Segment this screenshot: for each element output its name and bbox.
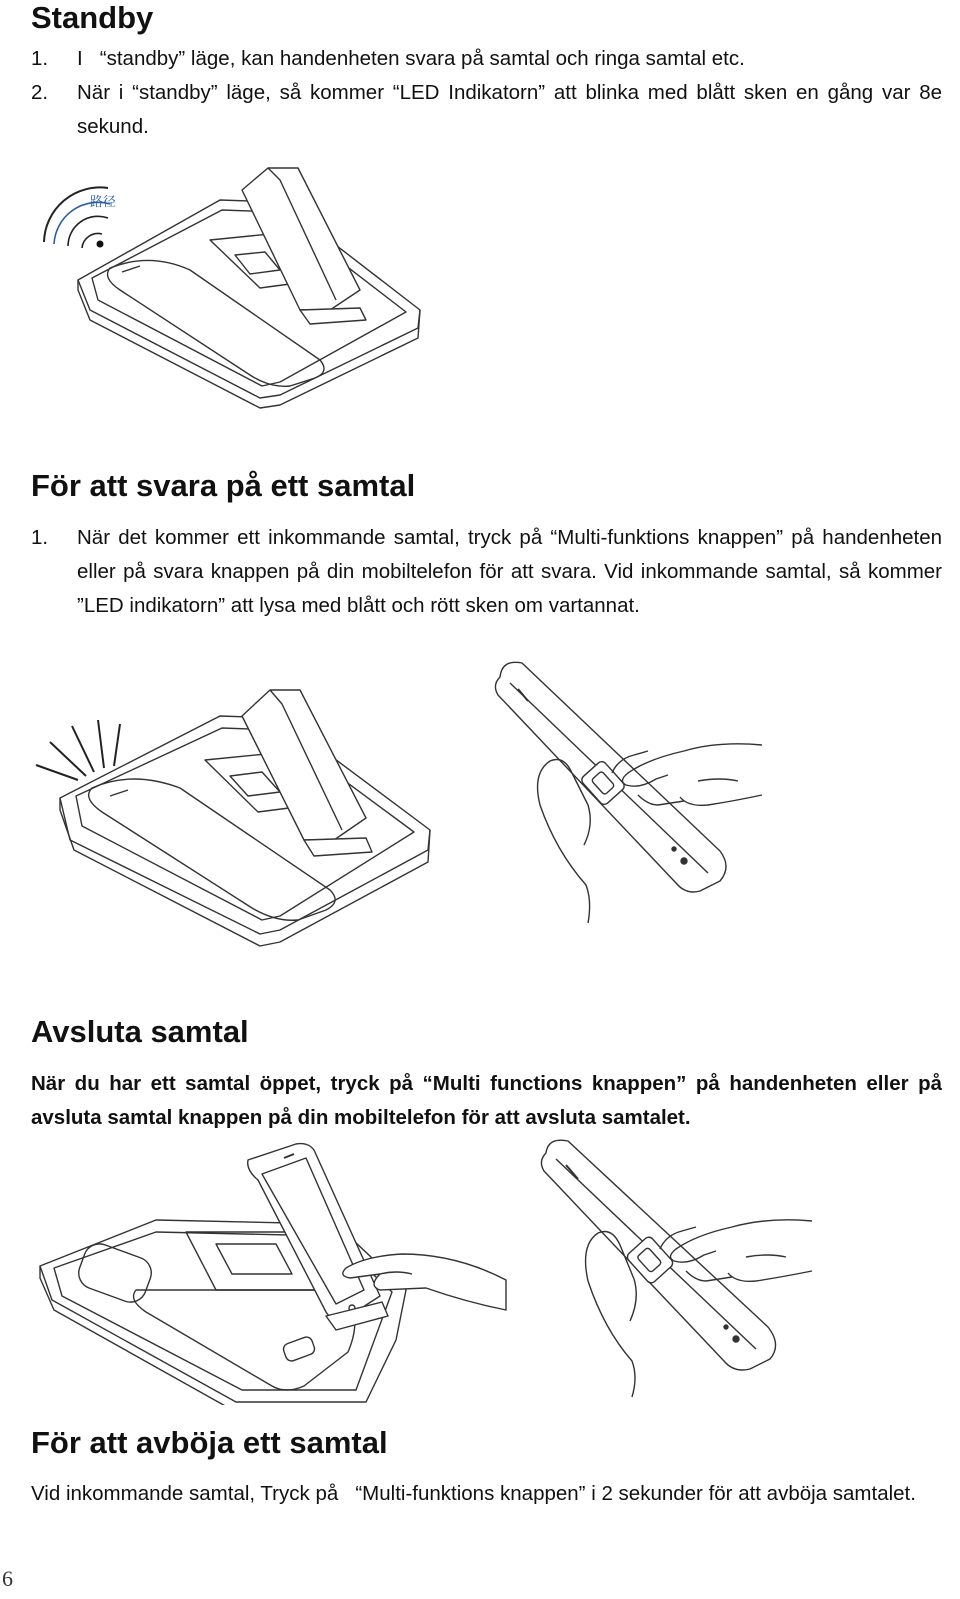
- page-number: 6: [2, 1566, 13, 1591]
- ringing-base-station-illustration: [30, 680, 450, 960]
- figure-label: 路径: [90, 195, 117, 210]
- list-number: 1.: [31, 47, 49, 70]
- reject-text: Vid inkommande samtal, Tryck på “Multi-funktions knappen” i 2 sekunder för att avböja samtalet.: [31, 1482, 916, 1505]
- standby-base-station-illustration: [30, 160, 430, 410]
- list-number: 2.: [31, 81, 49, 104]
- section-title-end-call: Avsluta samtal: [31, 1014, 249, 1049]
- end-call-text: När du har ett samtal öppet, tryck på “Multi functions knappen” på handenheten eller på avsluta samtal knappen på din mobiltelefon för att avsluta samtalet.: [31, 1072, 942, 1129]
- section-title-answer: För att svara på ett samtal: [31, 468, 416, 503]
- list-item-text: När i “standby” läge, så kommer “LED Indikatorn” att blinka med blått sken en gång var 8e sekund.: [77, 81, 942, 138]
- list-item-text: I “standby” läge, kan handenheten svara på samtal och ringa samtal etc.: [77, 47, 745, 70]
- handset-button-press-illustration: [488, 655, 788, 930]
- list-number: 1.: [31, 526, 49, 549]
- end-call-handset-illustration: [536, 1135, 826, 1400]
- list-item-text: När det kommer ett inkommande samtal, tryck på “Multi-funktions knappen” på handenheten eller på svara knappen på din mobiltelefon för att svara. Vid inkommande samtal, så kommer ”LED indikatorn” att lysa med blått och rött sken om vartannat.: [77, 526, 942, 617]
- section-title-reject: För att avböja ett samtal: [31, 1425, 388, 1460]
- end-call-base-station-illustration: [36, 1140, 516, 1405]
- section-title-standby: Standby: [31, 0, 154, 35]
